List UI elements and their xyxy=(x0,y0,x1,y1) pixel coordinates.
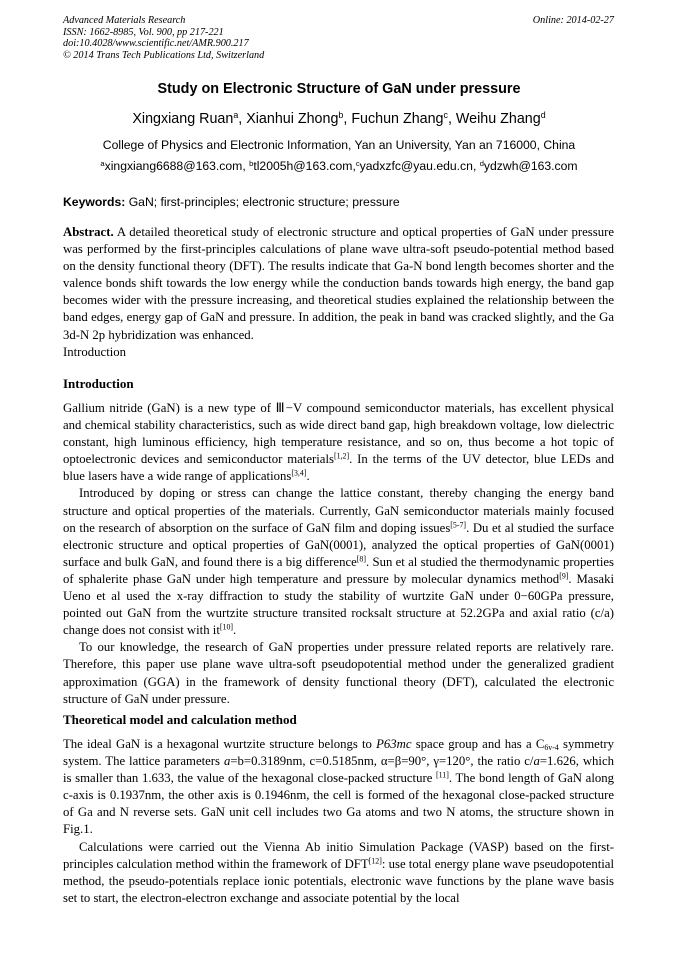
author: Weihu Zhang$^d$ xyxy=(455,110,546,127)
email-list xyxy=(0,159,678,173)
email: $^c$yadxzfc@yau.edu.cn, xyxy=(355,158,480,173)
paragraph: Gallium nitride (GaN) is a new type of Ⅲ−V compound semiconductor materials, has excellent physical and chemical stability characteristics, such as wide direct band gap, high breakdown voltage, low dielectric constant, high luminous efficiency, high temperature resistance, and so on, thus become a hot topic of optoelectronic devices and semiconductor materials[1,2]. In the terms of the UV detector, blue LEDs and blue lasers have a wide range of applications[3,4]. xyxy=(63,401,614,484)
journal-name: Advanced Materials Research xyxy=(63,15,186,26)
paragraph: To our knowledge, the research of GaN properties under pressure related reports are relatively rare. Therefore, this paper use plane wave ultra-soft pseudopotential method under the generalized gradient approximation (GGA) in the framework of density functional theory (DFT), calculated the electronic structure of GaN under pressure. xyxy=(63,640,614,706)
keywords xyxy=(63,195,615,209)
author: Xianhui Zhong$^b$, xyxy=(246,110,352,127)
email: $^d$ydzwh@163.com xyxy=(479,158,578,173)
author: Xingxiang Ruan$^a$, xyxy=(132,110,247,127)
abstract-trailing: Introduction xyxy=(63,344,127,359)
abstract-label: Abstract. xyxy=(63,225,114,239)
email: $^a$xingxiang6688@163.com, xyxy=(100,158,250,173)
doi-line: doi:10.4028/www.scientific.net/AMR.900.217 xyxy=(63,38,249,50)
abstract-text: A detailed theoretical study of electronic structure and optical properties of GaN under pressure was performed by the first-principles calculations of plane wave ultra-soft pseudo-potential method based on the density functional theory (DFT). The results indicate that Ga-N bond length becomes shorter and the valence bonds shift towards the low energy while the conduction bands towards high energy, the band gap becomes wider with the pressure increasing, and theoretical studies explained the relationship between the band edges, energy gap of GaN and pressure. In addition, the peak in band was cracked slightly, and the Ga 3d-N 2p hybridization was enhanced. xyxy=(63,225,615,342)
introduction-body xyxy=(63,400,614,708)
issn-line: ISSN: 1662-8985, Vol. 900, pp 217-221 xyxy=(63,26,224,38)
copyright-line: © 2014 Trans Tech Publications Ltd, Switzerland xyxy=(63,49,265,61)
section-heading-method: Theoretical model and calculation method xyxy=(63,712,297,727)
email: $^b$tl2005h@163.com, xyxy=(249,158,356,173)
online-date: Online: 2014-02-27 xyxy=(532,15,614,26)
journal-header xyxy=(63,15,614,61)
author-list xyxy=(0,111,678,127)
keywords-label: Keywords: xyxy=(63,195,126,209)
paragraph: Calculations were carried out the Vienna Ab initio Simulation Package (VASP) based on the first-principles calculation method within the framework of DFT[12]: use total energy plane wave pseudopotential method, the pseudo-potentials replace ionic potentials, electronic wave functions by the plane wave basis set to start, the electron-electron exchange and associate potential by the local xyxy=(63,839,614,905)
section-heading-introduction: Introduction xyxy=(63,376,134,391)
method-body xyxy=(63,736,614,907)
paper-title: Study on Electronic Structure of GaN under pressure xyxy=(157,81,521,97)
paragraph: Introduced by doping or stress can change the lattice constant, thereby changing the energy band structure and optical properties of the materials. Currently, GaN semiconductor materials mainly focused on the research of absorption on the surface of GaN film and doping issues[5-7]. Du et al studied the surface electronic structure and optical properties of GaN(0001), analyzed the optical properties of GaN(0001) surface and bulk GaN, and found there is a big difference[8]. Sun et al studied the thermodynamic properties of sphalerite phase GaN under high temperature and pressure by molecular dynamics method[9]. Masaki Ueno et al used the x-ray diffraction to study the stability of wurtzite GaN under 0−60GPa pressure, pointed out GaN from the wurtzite structure transited rocksalt structure at 52.2GPa and axial ratio (c/a) change does not consist with it[10]. xyxy=(63,486,614,638)
paragraph: The ideal GaN is a hexagonal wurtzite structure belongs to P63mc space group and has a $C_{6v-4}$ symmetry system. The lattice parameters a=b=0.3189nm, c=0.5185nm, α=β=90°, γ=120°, the ratio c/a=1.626, which is smaller than 1.633, the value of the hexagonal close-packed structure [11]. The bond length of GaN along c-axis is 0.1937nm, the other axis is 0.1946nm, the cell is formed of the hexagonal close-packed structure of Ga and N reverse sets. GaN unit cell includes two Ga atoms and two N atoms, the structure shown in Fig.1. xyxy=(63,737,615,837)
affiliation: College of Physics and Electronic Information, Yan an University, Yan an 716000, China xyxy=(102,138,576,152)
abstract xyxy=(63,224,614,361)
author: Fuchun Zhang$^c$, xyxy=(351,110,456,127)
keywords-text: GaN; first-principles; electronic structure; pressure xyxy=(128,195,400,209)
